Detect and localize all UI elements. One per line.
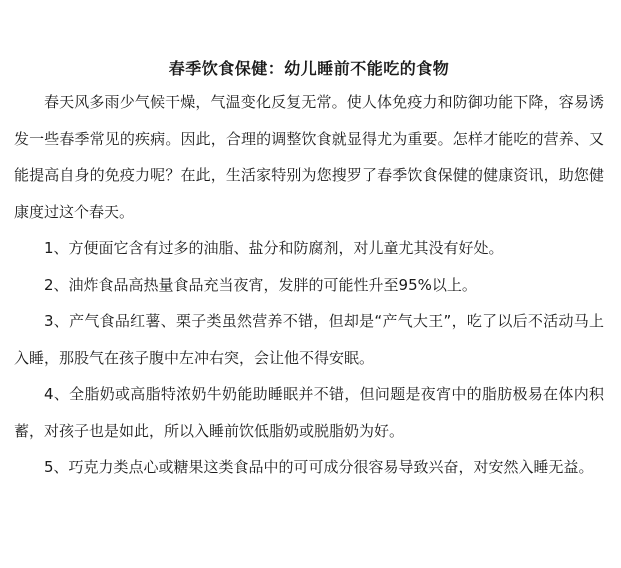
- document: [14, 58, 604, 486]
- intro-paragraph: 春天风多雨少气候干燥，气温变化反复无常。使人体免疫力和防御功能下降，容易诱发一些春季常见的疾病。因此，合理的调整饮食就显得尤为重要。怎样才能吃的营养、又能提高自身的免疫力呢？在此，生活家特别为您搜罗了春季饮食保健的健康资讯，助您健康度过这个春天。: [14, 93, 604, 221]
- list-item-whole-milk: 4、全脂奶或高脂特浓奶牛奶能助睡眠并不错，但问题是夜宵中的脂肪极易在体内积蓄，对孩子也是如此，所以入睡前饮低脂奶或脱脂奶为好。: [14, 385, 604, 440]
- list-item-fried-food: 2、油炸食品高热量食品充当夜宵，发胖的可能性升至95%以上。: [44, 275, 477, 294]
- document-title: 春季饮食保健：幼儿睡前不能吃的食物: [168, 59, 450, 78]
- list-item-gas-producing-food: 3、产气食品红薯、栗子类虽然营养不错，但却是“产气大王”，吃了以后不活动马上入睡，那股气在孩子腹中左冲右突，会让他不得安眠。: [14, 312, 604, 367]
- list-item-chocolate: 5、巧克力类点心或糖果这类食品中的可可成分很容易导致兴奋，对安然入睡无益。: [44, 458, 594, 476]
- list-item-instant-noodles: 1、方便面它含有过多的油脂、盐分和防腐剂，对儿童尤其没有好处。: [44, 239, 504, 257]
